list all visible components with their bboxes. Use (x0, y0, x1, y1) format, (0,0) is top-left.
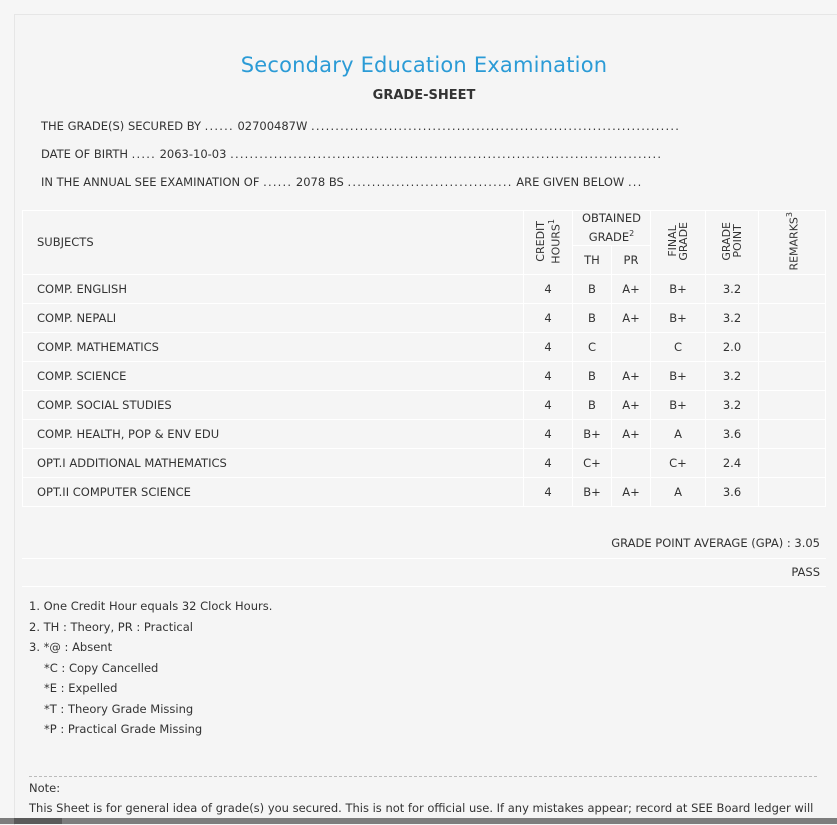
scrollbar-thumb[interactable] (14, 818, 62, 824)
remarks-cell (759, 390, 826, 419)
given-below-label: ARE GIVEN BELOW (516, 175, 625, 189)
horizontal-scrollbar[interactable] (0, 818, 837, 824)
remarks-cell (759, 477, 826, 506)
dashed-divider (29, 776, 817, 777)
dots: ...... (263, 175, 293, 189)
subject-cell: COMP. ENGLISH (23, 274, 524, 303)
footnote-item: 1. One Credit Hour equals 32 Clock Hours. (29, 599, 273, 613)
note-text: This Sheet is for general idea of grade(s) you secured. This is not for official use. If any mistakes appear; record at SEE Board ledger will (29, 801, 814, 815)
grade-point-cell: 3.2 (706, 274, 759, 303)
remarks-label: REMARKS (787, 216, 801, 271)
final-grade-cell: B+ (651, 390, 706, 419)
table-row (23, 477, 826, 506)
credit-cell: 4 (524, 332, 573, 361)
divider (22, 586, 826, 587)
final-grade-cell: B+ (651, 303, 706, 332)
subject-cell: COMP. NEPALI (23, 303, 524, 332)
footnote-marker: 3 (785, 211, 795, 217)
final-grade-cell: A (651, 419, 706, 448)
grade-sheet (14, 14, 837, 825)
footnote-item: *C : Copy Cancelled (44, 660, 159, 675)
th-cell: B (573, 274, 612, 303)
subjects-header: SUBJECTS (23, 211, 524, 275)
table-row (23, 274, 826, 303)
table-row (23, 332, 826, 361)
table-row (23, 448, 826, 477)
final-grade-header (651, 211, 706, 275)
pr-cell (612, 332, 651, 361)
divider (22, 558, 826, 559)
pr-cell: A+ (612, 274, 651, 303)
credit-cell: 4 (524, 303, 573, 332)
final-grade-cell: A (651, 477, 706, 506)
credit-cell: 4 (524, 448, 573, 477)
footnote-marker: 1 (546, 218, 556, 224)
pr-cell: A+ (612, 390, 651, 419)
grade-point-cell: 3.6 (706, 477, 759, 506)
credit-cell: 4 (524, 390, 573, 419)
grade-point-cell: 3.2 (706, 390, 759, 419)
footnotes (29, 596, 272, 740)
dob-label: DATE OF BIRTH (41, 147, 129, 161)
symbol-number: 02700487W (237, 119, 308, 133)
dots: ............................................................................ (311, 119, 681, 133)
grade-point-cell: 3.6 (706, 419, 759, 448)
pr-cell: A+ (612, 477, 651, 506)
grade-point-cell: 3.2 (706, 361, 759, 390)
footnote-item: 3. *@ : Absent (29, 640, 113, 654)
grade-point-cell: 3.2 (706, 303, 759, 332)
final-grade-label: FINAL GRADE (666, 221, 690, 261)
th-cell: C (573, 332, 612, 361)
exam-year: 2078 BS (295, 175, 344, 189)
remarks-cell (759, 448, 826, 477)
grade-table (22, 210, 826, 507)
dob-value: 2063-10-03 (159, 147, 227, 161)
th-cell: B+ (573, 419, 612, 448)
footnote-item: 2. TH : Theory, PR : Practical (29, 619, 193, 634)
th-cell: B (573, 303, 612, 332)
th-cell: B (573, 390, 612, 419)
credit-cell: 4 (524, 361, 573, 390)
subject-cell: COMP. SCIENCE (23, 361, 524, 390)
dots: ..... (131, 147, 156, 161)
footnote-item: *P : Practical Grade Missing (44, 722, 203, 736)
dob-line (41, 147, 662, 161)
pr-cell (612, 448, 651, 477)
subject-cell: OPT.I ADDITIONAL MATHEMATICS (23, 448, 524, 477)
grade-point-label: GRADE POINT (720, 221, 744, 261)
gpa-value: 3.05 (794, 536, 820, 550)
grade-point-cell: 2.4 (706, 448, 759, 477)
final-grade-cell: B+ (651, 361, 706, 390)
footnote-item: *E : Expelled (44, 681, 118, 695)
subject-cell: COMP. MATHEMATICS (23, 332, 524, 361)
gpa-line (611, 536, 820, 550)
th-cell: C+ (573, 448, 612, 477)
credit-hours-header (524, 211, 573, 275)
table-row (23, 390, 826, 419)
subject-cell: COMP. SOCIAL STUDIES (23, 390, 524, 419)
exam-line (41, 175, 643, 189)
remarks-cell (759, 303, 826, 332)
remarks-header (759, 211, 826, 275)
dots: ... (627, 175, 643, 189)
final-grade-cell: C (651, 332, 706, 361)
exam-label: IN THE ANNUAL SEE EXAMINATION OF (41, 175, 260, 189)
pr-cell: A+ (612, 361, 651, 390)
exam-title: Secondary Education Examination (240, 53, 608, 77)
footnote-marker: 2 (629, 229, 635, 238)
th-cell: B (573, 361, 612, 390)
dots: ...... (204, 119, 234, 133)
remarks-cell (759, 419, 826, 448)
table-row (23, 303, 826, 332)
credit-cell: 4 (524, 274, 573, 303)
subject-cell: COMP. HEALTH, POP & ENV EDU (23, 419, 524, 448)
secured-by-label: THE GRADE(S) SECURED BY (41, 119, 202, 133)
pr-cell: A+ (612, 303, 651, 332)
footnote-item: *T : Theory Grade Missing (44, 701, 194, 716)
gpa-label: GRADE POINT AVERAGE (GPA) : (611, 536, 791, 550)
final-grade-cell: B+ (651, 274, 706, 303)
obtained-grade-header (573, 211, 651, 246)
dots: .................................. (347, 175, 513, 189)
result-status: PASS (791, 565, 820, 579)
th-header: TH (573, 245, 612, 274)
note-title: Note: (29, 781, 61, 795)
th-cell: B+ (573, 477, 612, 506)
remarks-cell (759, 332, 826, 361)
credit-cell: 4 (524, 419, 573, 448)
grade-point-cell: 2.0 (706, 332, 759, 361)
sheet-title: GRADE-SHEET (372, 88, 476, 103)
remarks-cell (759, 274, 826, 303)
dots: ......................................................................................... (230, 147, 663, 161)
secured-by-line (41, 119, 680, 133)
table-row (23, 361, 826, 390)
obtained-grade-label: OBTAINED GRADE (581, 211, 642, 244)
credit-hours-label: CREDIT HOURS (533, 220, 563, 264)
final-grade-cell: C+ (651, 448, 706, 477)
pr-header: PR (612, 245, 651, 274)
remarks-cell (759, 361, 826, 390)
subject-cell: OPT.II COMPUTER SCIENCE (23, 477, 524, 506)
pr-cell: A+ (612, 419, 651, 448)
grade-point-header (706, 211, 759, 275)
table-row (23, 419, 826, 448)
credit-cell: 4 (524, 477, 573, 506)
